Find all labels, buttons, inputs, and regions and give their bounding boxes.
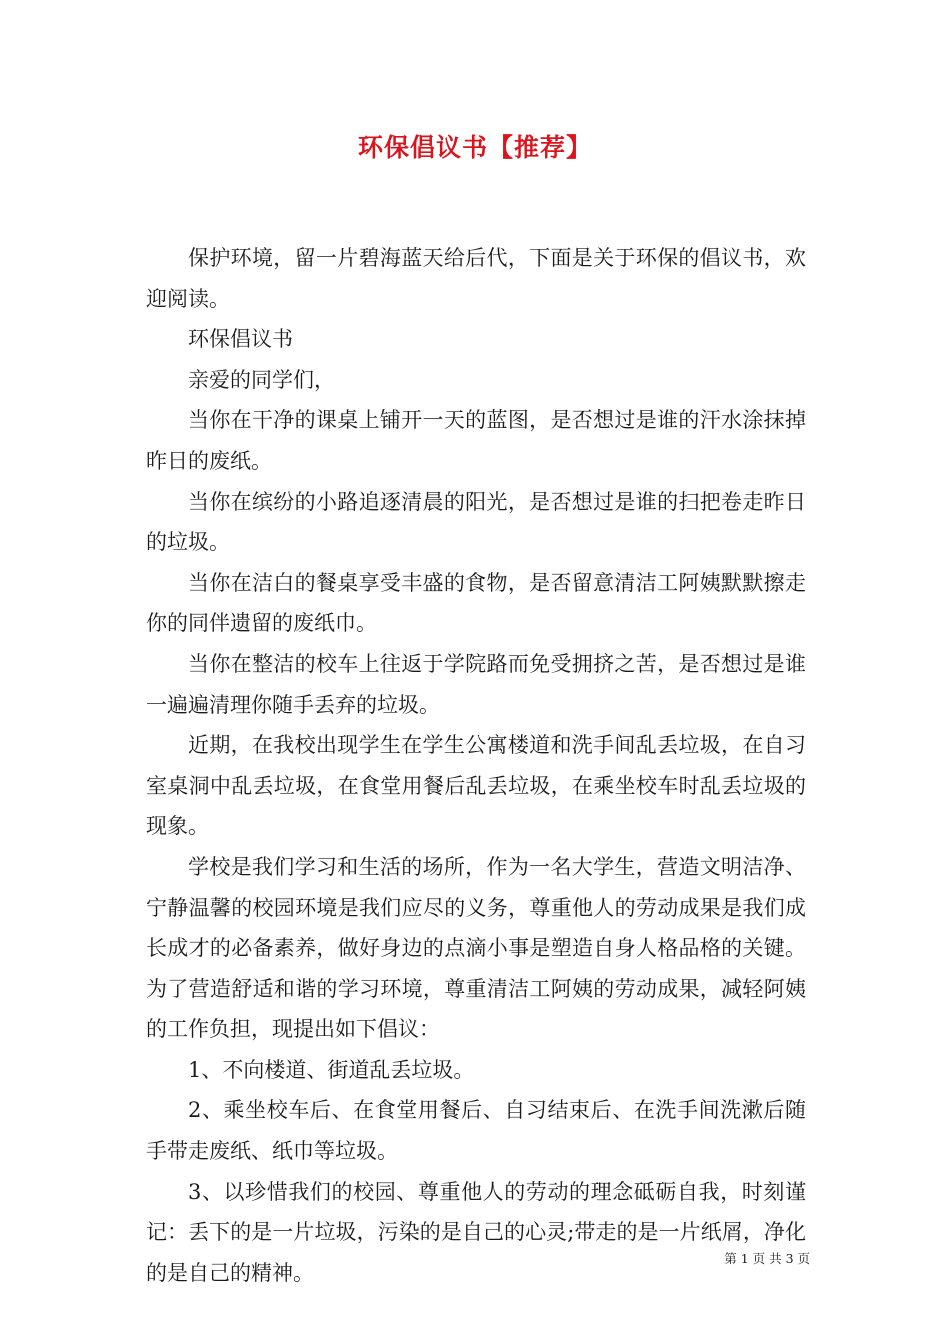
proposal-item-1: 1、不向楼道、街道乱丢垃圾。 bbox=[188, 1057, 475, 1082]
paragraph-table: 当你在洁白的餐桌享受丰盛的食物，是否留意清洁工阿姨默默擦走你的同伴遗留的废纸巾。 bbox=[146, 570, 806, 636]
paragraph-path: 当你在缤纷的小路追逐清晨的阳光，是否想过是谁的扫把卷走昨日的垃圾。 bbox=[146, 489, 806, 555]
paragraph-desk: 当你在干净的课桌上铺开一天的蓝图，是否想过是谁的汗水涂抹掉昨日的废纸。 bbox=[146, 408, 806, 473]
page-number-footer: 第 1 页 共 3 页 bbox=[724, 1251, 810, 1266]
document-title: 环保倡议书【推荐】 bbox=[357, 133, 592, 162]
paragraph-bus: 当你在整洁的校车上往返于学院路而免受拥挤之苦，是否想过是谁一遍遍清理你随手丢弃的垃圾。 bbox=[146, 651, 806, 717]
paragraph-recent: 近期，在我校出现学生在学生公寓楼道和洗手间乱丢垃圾，在自习室桌洞中乱丢垃圾，在食堂用餐后乱丢垃圾，在乘坐校车时乱丢垃圾的现象。 bbox=[146, 733, 806, 839]
paragraph-heading: 环保倡议书 bbox=[188, 327, 293, 352]
paragraph-greeting: 亲爱的同学们， bbox=[188, 367, 335, 392]
document-body bbox=[146, 238, 806, 1293]
paragraph-intro: 保护环境，留一片碧海蓝天给后代，下面是关于环保的倡议书，欢迎阅读。 bbox=[146, 246, 806, 311]
proposal-item-2: 2、乘坐校车后、在食堂用餐后、自习结束后、在洗手间洗漱后随手带走废纸、纸巾等垃圾。 bbox=[146, 1098, 806, 1164]
proposal-item-3: 3、以珍惜我们的校园、尊重他人的劳动的理念砥砺自我，时刻谨记：丢下的是一片垃圾，污染的是自己的心灵;带走的是一片纸屑，净化的是自己的精神。 bbox=[146, 1179, 806, 1285]
paragraph-school: 学校是我们学习和生活的场所，作为一名大学生，营造文明洁净、宁静温馨的校园环境是我们应尽的义务，尊重他人的劳动成果是我们成长成才的必备素养，做好身边的点滴小事是塑造自身人格品格的关键。为了营造舒适和谐的学习环境，尊重清洁工阿姨的劳动成果，减轻阿姨的工作负担，现提出如下倡议： bbox=[146, 854, 806, 1042]
